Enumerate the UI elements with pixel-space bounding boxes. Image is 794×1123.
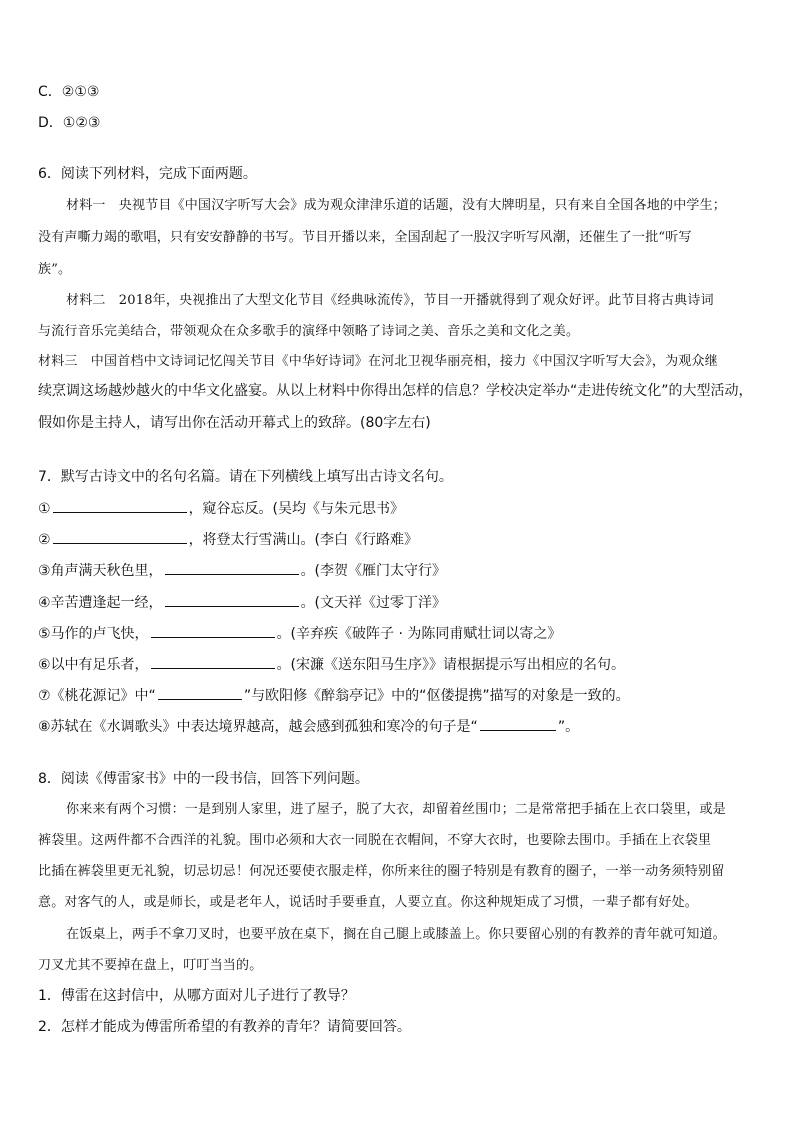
q6-material1-line2: 没有声嘶力竭的歌唱，只有安安静静的书写。节目开播以来，全国刮起了一股汉字听写风潮，还催生了一批“听写 <box>38 230 692 245</box>
q8-passage-p1-line4: 意。对客气的人，或是师长，或是老年人，说话时手要垂直，人要立直。你这种规矩成了习惯，一辈子都有好处。 <box>38 895 699 910</box>
q7-item-2-suffix: ，将登太行雪满山。(李白《行路难》 <box>188 532 419 548</box>
answer-blank-7[interactable] <box>158 686 242 700</box>
q7-item-8-suffix: ”。 <box>557 719 580 735</box>
q7-item-7-prefix: ⑦《桃花源记》中“ <box>38 688 156 704</box>
q7-item-2-prefix: ② <box>38 532 51 548</box>
answer-blank-2[interactable] <box>53 530 187 544</box>
q8-sub-question-2: 2．怎样才能成为傅雷所希望的有教养的青年？请简要回答。 <box>38 1019 411 1035</box>
q5-option-c: C．②①③ <box>38 84 100 100</box>
q7-item-1-suffix: ，窥谷忘反。(吴均《与朱元思书》 <box>188 501 405 517</box>
answer-blank-5[interactable] <box>151 624 275 638</box>
q6-material2-line2: 与流行音乐完美结合，带领观众在众多歌手的演绎中领略了诗词之美、音乐之美和文化之美。 <box>38 324 580 339</box>
q7-item-7-suffix: ”与欧阳修《醉翁亭记》中的“伛偻提携”描写的对象是一致的。 <box>243 688 630 704</box>
q8-passage-p1-line2: 裤袋里。这两件都不合西洋的礼貌。围巾必须和大衣一同脱在衣帽间，不穿大衣时，也要除去围巾。手插在上衣袋里 <box>38 833 712 848</box>
q6-material1-line1: 材料一 央视节目《中国汉字听写大会》成为观众津津乐道的话题，没有大牌明星，只有来自全国各地的中学生； <box>66 198 727 213</box>
q7-item-5-suffix: 。(辛弃疾《破阵子 · 为陈同甫赋壮词以寄之》 <box>276 626 562 642</box>
q7-item-1-prefix: ① <box>38 501 51 517</box>
q7-item-1 <box>38 499 404 518</box>
answer-blank-4[interactable] <box>165 593 299 607</box>
q8-passage-p2-line2: 刀叉尤其不要掉在盘上，叮叮当当的。 <box>38 958 263 973</box>
q7-item-2 <box>38 530 418 549</box>
answer-blank-3[interactable] <box>165 561 299 575</box>
q7-item-3 <box>38 561 446 580</box>
q6-material3-line3: 假如你是主持人，请写出你在活动开幕式上的致辞。(80字左右) <box>38 415 431 431</box>
q8-title: 8．阅读《傅雷家书》中的一段书信，回答下列问题。 <box>38 771 369 787</box>
q7-item-3-suffix: 。(李贺《雁门太守行》 <box>300 563 447 579</box>
q7-item-5 <box>38 624 561 643</box>
q5-option-d: D．①②③ <box>38 115 101 131</box>
q6-title: 6．阅读下列材料，完成下面两题。 <box>38 166 257 182</box>
q6-material3-line2: 续烹调这场越炒越火的中华文化盛宴。从以上材料中你得出怎样的信息？学校决定举办“走进传统文化”的大型活动， <box>38 383 753 399</box>
q7-item-6 <box>38 655 625 674</box>
q7-item-8-prefix: ⑧苏轼在《水调歌头》中表达境界越高，越会感到孤独和寒冷的句子是“ <box>38 719 478 735</box>
q7-title: 7．默写古诗文中的名句名篇。请在下列横线上填写出古诗文名句。 <box>38 469 453 485</box>
answer-blank-8[interactable] <box>480 717 556 731</box>
q6-material1-line3: 族”。 <box>38 262 72 277</box>
q8-passage-p1-line1: 你来来有两个习惯：一是到别人家里，进了屋子，脱了大衣，却留着丝围巾；二是常常把手插在上衣口袋里，或是 <box>66 802 727 817</box>
answer-blank-6[interactable] <box>151 655 275 669</box>
q7-item-3-prefix: ③角声满天秋色里， <box>38 563 163 579</box>
q7-item-5-prefix: ⑤马作的卢飞快， <box>38 626 149 642</box>
q8-sub-question-1: 1．傅雷在这封信中，从哪方面对儿子进行了教导？ <box>38 988 355 1004</box>
q7-item-6-suffix: 。(宋濂《送东阳马生序》》请根据提示写出相应的名句。 <box>276 657 626 673</box>
q7-item-7 <box>38 686 630 705</box>
q8-passage-p2-line1: 在饭桌上，两手不拿刀叉时，也要平放在桌下，搁在自己腿上或膝盖上。你只要留心别的有教养的青年就可知道。 <box>66 927 727 942</box>
q7-item-8 <box>38 717 579 736</box>
q7-item-6-prefix: ⑥以中有足乐者， <box>38 657 149 673</box>
answer-blank-1[interactable] <box>53 499 187 513</box>
q7-item-4-prefix: ④辛苦遭逢起一经， <box>38 595 163 611</box>
q8-passage-p1-line3: 比插在裤袋里更无礼貌，切忌切忌！何况还要使衣服走样，你所来往的圈子特别是有教育的圈子，一举一动务须特别留 <box>38 864 725 879</box>
q6-material3-line1: 材料三 中国首档中文诗词记忆闯关节目《中华好诗词》在河北卫视华丽亮相，接力《中国汉字听写大会》，为观众继 <box>38 354 718 369</box>
q7-item-4 <box>38 593 446 612</box>
q7-item-4-suffix: 。(文天祥《过零丁洋》 <box>300 595 447 611</box>
q6-material2-line1: 材料二 2018年，央视推出了大型文化节目《经典咏流传》，节目一开播就得到了观众好评。此节目将古典诗词 <box>66 293 714 308</box>
